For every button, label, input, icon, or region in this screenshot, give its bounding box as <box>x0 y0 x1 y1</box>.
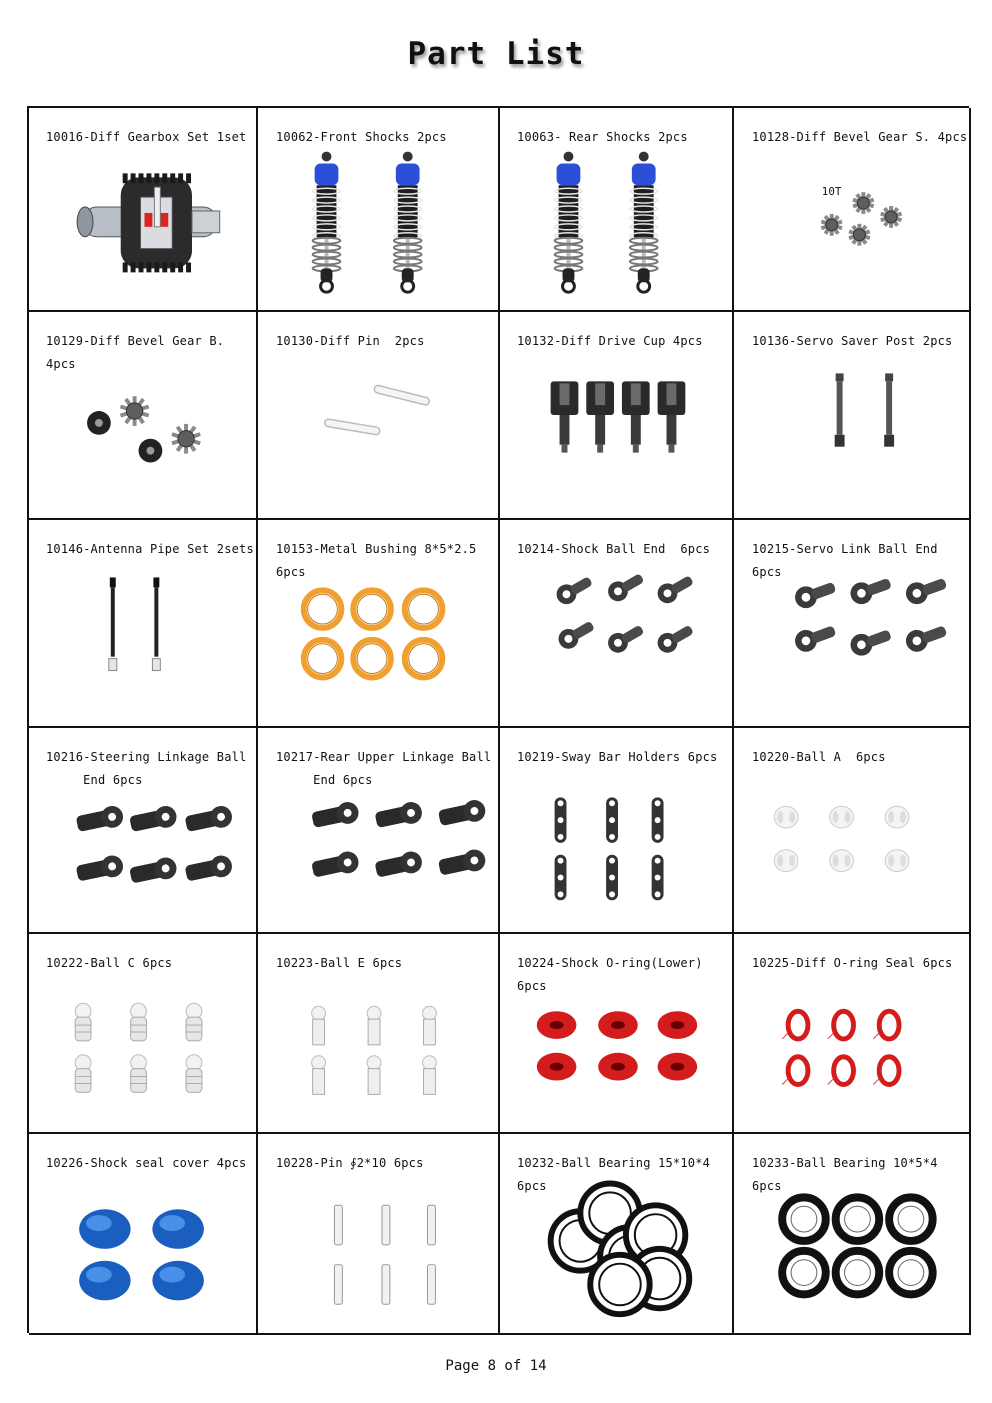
page-number: Page 8 of 14 <box>445 1358 547 1374</box>
part-label: 10223-Ball E 6pcs <box>276 956 403 970</box>
part-label: 10153-Metal Bushing 8*5*2.5 6pcs <box>276 542 492 579</box>
part-cell <box>500 520 734 728</box>
part-label: 10016-Diff Gearbox Set 1set <box>46 130 247 144</box>
part-cell <box>258 312 500 520</box>
part-label: 10129-Diff Bevel Gear B. 4pcs <box>46 334 232 371</box>
part-label: 10216-Steering Linkage Ball End 6pcs <box>46 750 247 787</box>
part-cell <box>258 728 500 934</box>
part-label: 10146-Antenna Pipe Set 2sets <box>46 542 254 556</box>
part-cell <box>29 520 258 728</box>
part-cell <box>500 108 734 312</box>
part-label: 10130-Diff Pin 2pcs <box>276 334 425 348</box>
part-cell <box>29 312 258 520</box>
part-cell <box>258 934 500 1134</box>
part-cell <box>500 934 734 1134</box>
part-label: 10136-Servo Saver Post 2pcs <box>752 334 953 348</box>
part-cell <box>734 728 971 934</box>
part-cell <box>734 108 971 312</box>
part-label: 10233-Ball Bearing 10*5*4 6pcs <box>752 1156 953 1193</box>
part-label: 10219-Sway Bar Holders 6pcs <box>517 750 718 764</box>
part-label: 10217-Rear Upper Linkage Ball End 6pcs <box>276 750 492 787</box>
part-label: 10225-Diff O-ring Seal 6pcs <box>752 956 953 970</box>
part-label: 10063- Rear Shocks 2pcs <box>517 130 688 144</box>
part-cell <box>734 934 971 1134</box>
part-label: 10228-Pin ∮2*10 6pcs <box>276 1156 424 1170</box>
part-cell <box>500 1134 734 1335</box>
part-cell <box>29 1134 258 1335</box>
part-cell <box>29 108 258 312</box>
part-cell <box>29 934 258 1134</box>
part-cell <box>258 1134 500 1335</box>
part-label: 10132-Diff Drive Cup 4pcs <box>517 334 703 348</box>
part-label: 10215-Servo Link Ball End 6pcs <box>752 542 946 579</box>
part-label: 10214-Shock Ball End 6pcs <box>517 542 711 556</box>
page-title: Part List <box>407 36 585 72</box>
part-label: 10220-Ball A 6pcs <box>752 750 886 764</box>
part-label: 10232-Ball Bearing 15*10*4 6pcs <box>517 1156 718 1193</box>
part-label: 10224-Shock O-ring(Lower) 6pcs <box>517 956 711 993</box>
part-label: 10222-Ball C 6pcs <box>46 956 173 970</box>
part-cell <box>500 312 734 520</box>
part-cell <box>734 1134 971 1335</box>
part-label: 10062-Front Shocks 2pcs <box>276 130 447 144</box>
part-cell <box>734 312 971 520</box>
part-cell <box>500 728 734 934</box>
part-cell <box>734 520 971 728</box>
part-cell <box>258 108 500 312</box>
part-cell <box>29 728 258 934</box>
part-cell <box>258 520 500 728</box>
gear-tooth-count-label: 10T <box>821 185 842 199</box>
part-label: 10128-Diff Bevel Gear S. 4pcs <box>752 130 968 144</box>
part-list-grid <box>27 106 969 1333</box>
part-label: 10226-Shock seal cover 4pcs <box>46 1156 247 1170</box>
